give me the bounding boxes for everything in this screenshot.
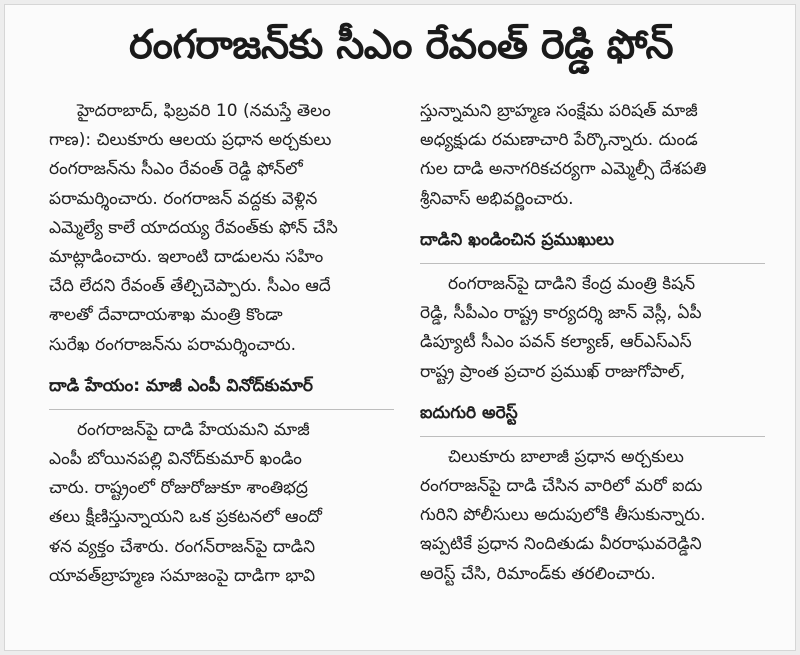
text-line: చిలుకూరు బాలాజీ ప్రధాన అర్చకులు bbox=[448, 446, 684, 467]
text-line: ఎంపీ బోయినపల్లి వినోద్‌కుమార్ ఖండిం bbox=[49, 449, 302, 470]
text-line: రంగరాజన్‌పై దాడి చేసిన వారిలో మరో ఐదు bbox=[420, 476, 703, 497]
section-subhead: దాడిని ఖండించిన ప్రముఖులు bbox=[420, 229, 614, 250]
text-line: అధ్యక్షుడు రమణాచారి పేర్కొన్నారు. దుండ bbox=[420, 130, 698, 151]
section-subhead: ఐదుగురి అరెస్ట్ bbox=[420, 402, 518, 423]
text-line: ఎమ్మెల్యే కాలే యాదయ్య రేవంత్‌కు ఫోన్ చేసి bbox=[49, 217, 338, 238]
text-line: రంగరాజన్‌పై దాడిని కేంద్ర మంత్రి కిషన్ bbox=[448, 273, 696, 294]
paragraph bbox=[49, 416, 394, 591]
paragraph bbox=[420, 97, 765, 214]
paragraph bbox=[420, 443, 765, 589]
text-line: శ్రీనివాస్ అభివర్ణించారు. bbox=[420, 188, 574, 209]
text-line: చారు. రాష్ట్రంలో రోజురోజుకూ శాంతిభద్ర bbox=[49, 478, 308, 499]
text-line: రెడ్డి, సీపీఎం రాష్ట్ర కార్యదర్శి జాన్ వెస్లీ, ఏపీ bbox=[420, 303, 702, 324]
news-clipping bbox=[4, 4, 796, 651]
text-line: అరెస్ట్ చేసి, రిమాండ్‌కు తరలించారు. bbox=[420, 563, 656, 584]
text-line: సురేఖ రంగరాజన్‌ను పరామర్శించారు. bbox=[49, 334, 297, 355]
text-line: శాలతో దేవాదాయశాఖ మంత్రి కొండా bbox=[49, 305, 283, 326]
text-line: ళన వ్యక్తం చేశారు. రంగన్‌రాజన్‌పై దాడిని bbox=[49, 536, 316, 557]
text-line: రంగరాజన్‌ను సీఎం రేవంత్ రెడ్డి ఫోన్‌లో bbox=[49, 159, 303, 180]
section-subhead: దాడి హేయం: మాజీ ఎంపీ వినోద్‌కుమార్ bbox=[49, 375, 313, 396]
text-line: రంగరాజన్‌పై దాడి హేయమని మాజీ bbox=[77, 419, 310, 440]
text-line: గాణ): చిలుకూరు ఆలయ ప్రధాన అర్చకులు bbox=[49, 130, 332, 151]
text-line: మాట్లాడించారు. ఇలాంటి దాడులను సహిం bbox=[49, 246, 324, 267]
right-column bbox=[420, 97, 765, 589]
divider bbox=[420, 263, 765, 264]
spacer bbox=[420, 214, 765, 226]
left-column bbox=[49, 97, 394, 591]
text-line: యావత్‌బ్రాహ్మణ సమాజంపై దాడిగా భావి bbox=[49, 565, 316, 586]
text-line: గుల దాడి అనాగరికచర్యగా ఎమ్మెల్సీ దేశపతి bbox=[420, 159, 707, 180]
text-line: చేది లేదని రేవంత్ తేల్చిచెప్పారు. సీఎం ఆదే bbox=[49, 276, 331, 297]
text-line: తలు క్షీణిస్తున్నాయని ఒక ప్రకటనలో ఆందో bbox=[49, 507, 322, 528]
text-line: హైదరాబాద్, ఫిబ్రవరి 10 (నమస్తే తెలం bbox=[77, 101, 331, 121]
text-line: పరామర్శించారు. రంగరాజన్ వద్దకు వెళ్లిన bbox=[49, 188, 318, 209]
text-line: గురిని పోలీసులు అదుపులోకి తీసుకున్నారు. bbox=[420, 505, 706, 526]
text-line: డిప్యూటీ సీఎం పవన్ కల్యాణ్, ఆర్‌ఎస్‌ఎస్ bbox=[420, 332, 692, 353]
spacer bbox=[420, 387, 765, 399]
spacer bbox=[49, 360, 394, 372]
paragraph bbox=[49, 97, 394, 360]
paragraph bbox=[420, 270, 765, 387]
headline: రంగరాజన్‌కు సీఎం రేవంత్ రెడ్డి ఫోన్ bbox=[128, 22, 674, 68]
divider bbox=[49, 409, 394, 410]
text-line: రాష్ట్ర ప్రాంత ప్రచార ప్రముఖ్ రాజుగోపాల్, bbox=[420, 361, 686, 382]
text-line: ఇప్పటికే ప్రధాన నిందితుడు వీరరాఘవరెడ్డిని bbox=[420, 534, 702, 555]
text-line: స్తున్నామని బ్రాహ్మణ సంక్షేమ పరిషత్ మాజీ bbox=[420, 101, 698, 121]
divider bbox=[420, 436, 765, 437]
